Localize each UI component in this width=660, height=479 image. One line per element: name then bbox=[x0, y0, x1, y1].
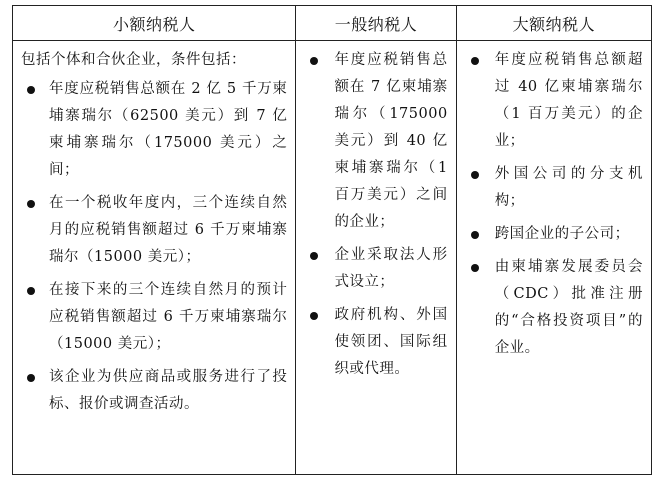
list-item-text: 由柬埔寨发展委员会（CDC）批准注册的“合格投资项目”的企业。 bbox=[494, 259, 643, 356]
list-item bbox=[465, 221, 643, 248]
bullet-icon bbox=[27, 200, 35, 208]
header-row bbox=[13, 6, 652, 41]
list-item bbox=[465, 161, 643, 215]
list-item bbox=[21, 364, 287, 418]
large-taxpayer-cell bbox=[456, 41, 651, 475]
taxpayer-table bbox=[12, 5, 652, 475]
list-item-text: 外国公司的分支机构； bbox=[494, 166, 643, 209]
list-item-text: 政府机构、外国使领团、国际组织或代理。 bbox=[334, 307, 448, 377]
general-taxpayer-cell bbox=[296, 41, 456, 475]
content-row bbox=[13, 41, 652, 475]
list-item-text: 年度应税销售总额在 7 亿柬埔寨瑞尔（175000 美元）到 40 亿柬埔寨瑞尔（1 百万美元）之间的企业； bbox=[334, 52, 448, 230]
list-item-text: 在一个税收年度内，三个连续自然月的应税销售额超过 6 千万柬埔寨瑞尔（15000 美元）； bbox=[49, 195, 288, 265]
bullet-icon bbox=[471, 171, 479, 179]
list-item bbox=[465, 47, 643, 155]
small-taxpayer-list bbox=[21, 76, 287, 418]
bullet-icon bbox=[310, 57, 318, 65]
list-item bbox=[465, 254, 643, 362]
list-item-text: 年度应税销售总额超过 40 亿柬埔寨瑞尔（1 百万美元）的企业； bbox=[494, 52, 643, 149]
list-item-text: 跨国企业的子公司； bbox=[494, 226, 630, 242]
list-item bbox=[21, 190, 287, 271]
list-item bbox=[304, 47, 447, 236]
list-item-text: 在接下来的三个连续自然月的预计应税销售额超过 6 千万柬埔寨瑞尔（15000 美元）； bbox=[49, 282, 288, 352]
list-item bbox=[304, 242, 447, 296]
small-taxpayer-intro: 包括个体和合伙企业，条件包括： bbox=[21, 52, 246, 68]
bullet-icon bbox=[471, 231, 479, 239]
bullet-icon bbox=[310, 312, 318, 320]
list-item-text: 年度应税销售总额在 2 亿 5 千万柬埔寨瑞尔（62500 美元）到 7 亿柬埔寨瑞尔（175000 美元）之间； bbox=[49, 81, 288, 178]
header-large-taxpayer: 大额纳税人 bbox=[456, 6, 651, 41]
bullet-icon bbox=[471, 57, 479, 65]
list-item-text: 企业采取法人形式设立； bbox=[334, 247, 448, 290]
bullet-icon bbox=[27, 86, 35, 94]
bullet-icon bbox=[27, 374, 35, 382]
bullet-icon bbox=[27, 287, 35, 295]
bullet-icon bbox=[471, 264, 479, 272]
bullet-icon bbox=[310, 252, 318, 260]
large-taxpayer-list bbox=[465, 47, 643, 362]
header-small-taxpayer: 小额纳税人 bbox=[13, 6, 296, 41]
header-general-taxpayer: 一般纳税人 bbox=[296, 6, 456, 41]
list-item bbox=[21, 76, 287, 184]
list-item-text: 该企业为供应商品或服务进行了投标、报价或调查活动。 bbox=[49, 369, 288, 412]
small-taxpayer-cell bbox=[13, 41, 296, 475]
list-item bbox=[304, 302, 447, 383]
general-taxpayer-list bbox=[304, 47, 447, 383]
list-item bbox=[21, 277, 287, 358]
